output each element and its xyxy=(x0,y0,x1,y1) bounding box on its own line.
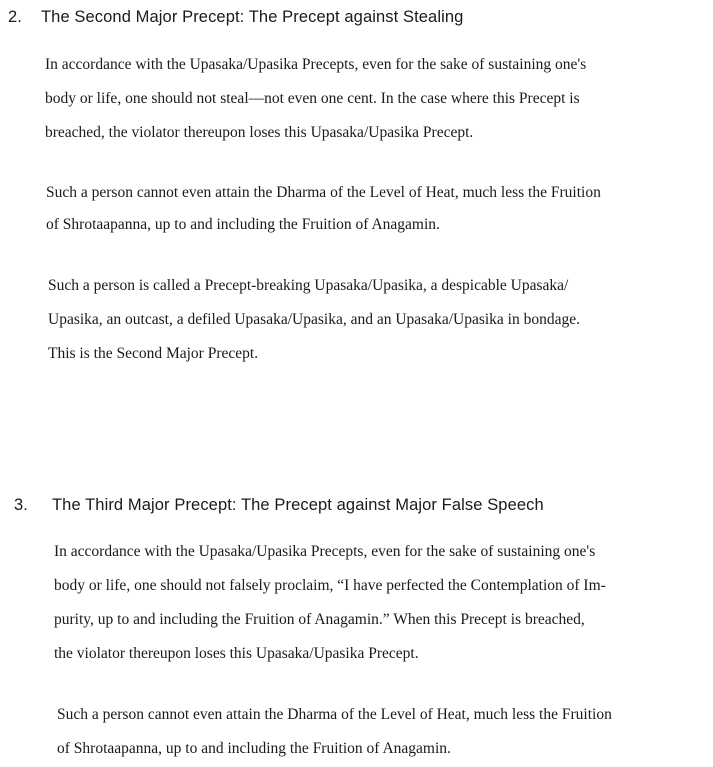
section-3-number: 3. xyxy=(14,496,28,514)
section-3-title: The Third Major Precept: The Precept against Major False Speech xyxy=(52,496,544,514)
section-2-number: 2. xyxy=(8,8,22,26)
paragraph-line: purity, up to and including the Fruition of Anagamin.” When this Precept is breached, xyxy=(54,611,585,628)
paragraph-line: body or life, one should not falsely proclaim, “I have perfected the Contemplation of Im- xyxy=(54,577,606,594)
paragraph-line: Such a person is called a Precept-breaking Upasaka/Upasika, a despicable Upasaka/ xyxy=(48,277,569,294)
paragraph-line: Such a person cannot even attain the Dharma of the Level of Heat, much less the Fruition xyxy=(46,184,601,201)
paragraph-line: of Shrotaapanna, up to and including the Fruition of Anagamin. xyxy=(46,216,440,233)
paragraph-line: This is the Second Major Precept. xyxy=(48,345,259,362)
section-2-heading xyxy=(8,8,463,27)
paragraph-line: body or life, one should not steal—not even one cent. In the case where this Precept is xyxy=(45,90,580,107)
section-2-title: The Second Major Precept: The Precept against Stealing xyxy=(41,8,464,26)
paragraph-line: Upasika, an outcast, a defiled Upasaka/Upasika, and an Upasaka/Upasika in bondage. xyxy=(48,311,580,328)
paragraph-line: Such a person cannot even attain the Dharma of the Level of Heat, much less the Fruition xyxy=(57,706,612,723)
paragraph-line: In accordance with the Upasaka/Upasika Precepts, even for the sake of sustaining one's xyxy=(54,543,596,560)
paragraph-line: the violator thereupon loses this Upasaka/Upasika Precept. xyxy=(54,645,419,662)
section-3-heading xyxy=(14,496,544,515)
paragraph-line: breached, the violator thereupon loses this Upasaka/Upasika Precept. xyxy=(45,124,474,141)
paragraph-line: of Shrotaapanna, up to and including the Fruition of Anagamin. xyxy=(57,740,451,757)
paragraph-line: In accordance with the Upasaka/Upasika Precepts, even for the sake of sustaining one's xyxy=(45,56,587,73)
